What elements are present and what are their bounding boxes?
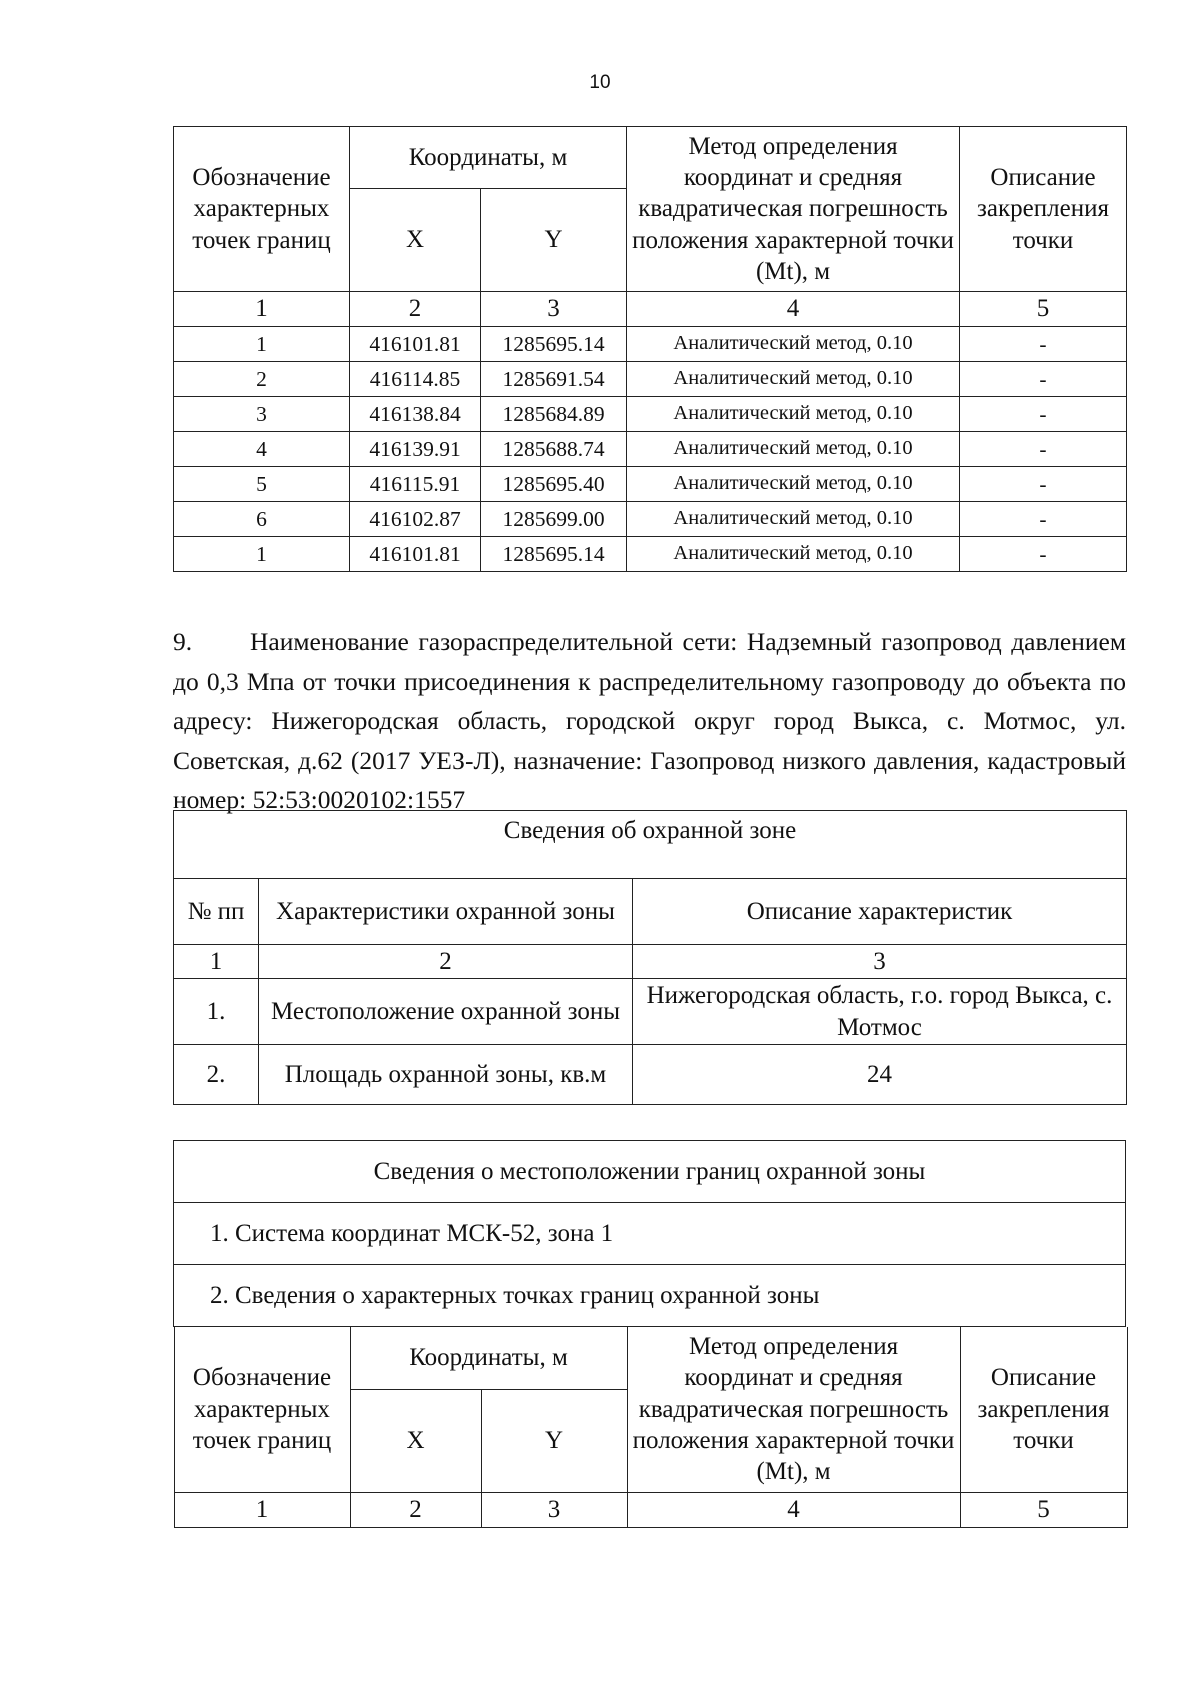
point-desc: - bbox=[960, 502, 1127, 537]
zone-bounds-title: Сведения о местоположении границ охранной зоны bbox=[174, 1141, 1126, 1203]
point-y: 1285695.14 bbox=[481, 327, 627, 362]
row-description: Нижегородская область, г.о. город Выкса, с. Мотмос bbox=[633, 979, 1127, 1045]
point-y: 1285684.89 bbox=[481, 397, 627, 432]
point-x: 416115.91 bbox=[350, 467, 481, 502]
point-method: Аналитический метод, 0.10 bbox=[627, 432, 960, 467]
point-desc: - bbox=[960, 537, 1127, 572]
col-number: 3 bbox=[633, 945, 1127, 979]
header-fixing: Описание закрепления точки bbox=[960, 1327, 1127, 1492]
point-method: Аналитический метод, 0.10 bbox=[627, 362, 960, 397]
point-number: 4 bbox=[174, 432, 350, 467]
page-number: 10 bbox=[589, 72, 611, 93]
point-x: 416114.85 bbox=[350, 362, 481, 397]
point-method: Аналитический метод, 0.10 bbox=[627, 327, 960, 362]
header-x: X bbox=[350, 1389, 481, 1492]
header-fixing: Описание закрепления точки bbox=[960, 127, 1127, 292]
zone-info-table bbox=[173, 810, 1127, 1105]
point-method: Аналитический метод, 0.10 bbox=[627, 537, 960, 572]
col-number: 2 bbox=[350, 1492, 481, 1527]
row-number: 1. bbox=[174, 979, 259, 1045]
col-number: 5 bbox=[960, 292, 1127, 327]
header-y: Y bbox=[481, 189, 627, 292]
point-x: 416138.84 bbox=[350, 397, 481, 432]
table-row bbox=[174, 1045, 1127, 1105]
point-desc: - bbox=[960, 397, 1127, 432]
header-coordinates: Координаты, м bbox=[350, 1327, 627, 1389]
col-number: 2 bbox=[259, 945, 633, 979]
point-y: 1285695.14 bbox=[481, 537, 627, 572]
point-y: 1285688.74 bbox=[481, 432, 627, 467]
table-row bbox=[174, 467, 1127, 502]
point-number: 1 bbox=[174, 537, 350, 572]
point-method: Аналитический метод, 0.10 bbox=[627, 397, 960, 432]
table-row bbox=[174, 537, 1127, 572]
point-x: 416102.87 bbox=[350, 502, 481, 537]
header-x: X bbox=[350, 189, 481, 292]
row-characteristic: Площадь охранной зоны, кв.м bbox=[259, 1045, 633, 1105]
col-number: 1 bbox=[174, 292, 350, 327]
point-y: 1285691.54 bbox=[481, 362, 627, 397]
row-number: 2. bbox=[174, 1045, 259, 1105]
header-description: Описание характеристик bbox=[633, 879, 1127, 945]
table-row bbox=[174, 432, 1127, 467]
col-number: 2 bbox=[350, 292, 481, 327]
point-method: Аналитический метод, 0.10 bbox=[627, 502, 960, 537]
point-desc: - bbox=[960, 327, 1127, 362]
zone-boundaries-table bbox=[173, 1140, 1126, 1528]
point-y: 1285699.00 bbox=[481, 502, 627, 537]
header-designation: Обозначение характерных точек границ bbox=[174, 1327, 350, 1492]
col-number: 3 bbox=[481, 1492, 627, 1527]
point-number: 1 bbox=[174, 327, 350, 362]
table-row bbox=[174, 502, 1127, 537]
point-number: 3 bbox=[174, 397, 350, 432]
col-number: 1 bbox=[174, 1492, 350, 1527]
point-desc: - bbox=[960, 467, 1127, 502]
header-method: Метод определения координат и средняя квадратическая погрешность положения характерной точки (Mt), м bbox=[627, 1327, 960, 1492]
col-number: 5 bbox=[960, 1492, 1127, 1527]
point-x: 416139.91 bbox=[350, 432, 481, 467]
paragraph-number: 9. bbox=[173, 627, 193, 656]
point-method: Аналитический метод, 0.10 bbox=[627, 467, 960, 502]
header-no: № пп bbox=[174, 879, 259, 945]
header-coordinates: Координаты, м bbox=[350, 127, 627, 189]
point-x: 416101.81 bbox=[350, 537, 481, 572]
table-row bbox=[174, 362, 1127, 397]
point-desc: - bbox=[960, 432, 1127, 467]
paragraph-text: Наименование газораспределительной сети: Надземный газопровод давлением до 0,3 Мпа от точки присоединения к распределительному газопроводу до объекта по адресу: Нижегородская область, городской округ город Выкса, с. Мотмос, ул. Советская, д.62 (2017 УЕЗ-Л), назначение: Газопровод низкого давления, кадастровый номер: 52:53:0020102:1557 bbox=[173, 627, 1126, 814]
point-x: 416101.81 bbox=[350, 327, 481, 362]
point-desc: - bbox=[960, 362, 1127, 397]
table-row bbox=[174, 979, 1127, 1045]
col-number: 4 bbox=[627, 1492, 960, 1527]
table-row bbox=[174, 397, 1127, 432]
header-y: Y bbox=[481, 1389, 627, 1492]
header-characteristic: Характеристики охранной зоны bbox=[259, 879, 633, 945]
col-number: 4 bbox=[627, 292, 960, 327]
header-designation: Обозначение характерных точек границ bbox=[174, 127, 350, 292]
col-number: 1 bbox=[174, 945, 259, 979]
zone-info-title: Сведения об охранной зоне bbox=[174, 811, 1127, 879]
point-number: 2 bbox=[174, 362, 350, 397]
coordinate-system: 1. Система координат МСК-52, зона 1 bbox=[174, 1203, 1126, 1265]
table-row bbox=[174, 327, 1127, 362]
coordinates-table bbox=[174, 1327, 1128, 1528]
col-number: 3 bbox=[481, 292, 627, 327]
point-number: 5 bbox=[174, 467, 350, 502]
row-description: 24 bbox=[633, 1045, 1127, 1105]
point-number: 6 bbox=[174, 502, 350, 537]
header-method: Метод определения координат и средняя квадратическая погрешность положения характерной точки (Mt), м bbox=[627, 127, 960, 292]
row-characteristic: Местоположение охранной зоны bbox=[259, 979, 633, 1045]
points-title: 2. Сведения о характерных точках границ охранной зоны bbox=[174, 1265, 1126, 1327]
network-description bbox=[173, 622, 1126, 820]
point-y: 1285695.40 bbox=[481, 467, 627, 502]
coordinates-table bbox=[173, 126, 1127, 572]
